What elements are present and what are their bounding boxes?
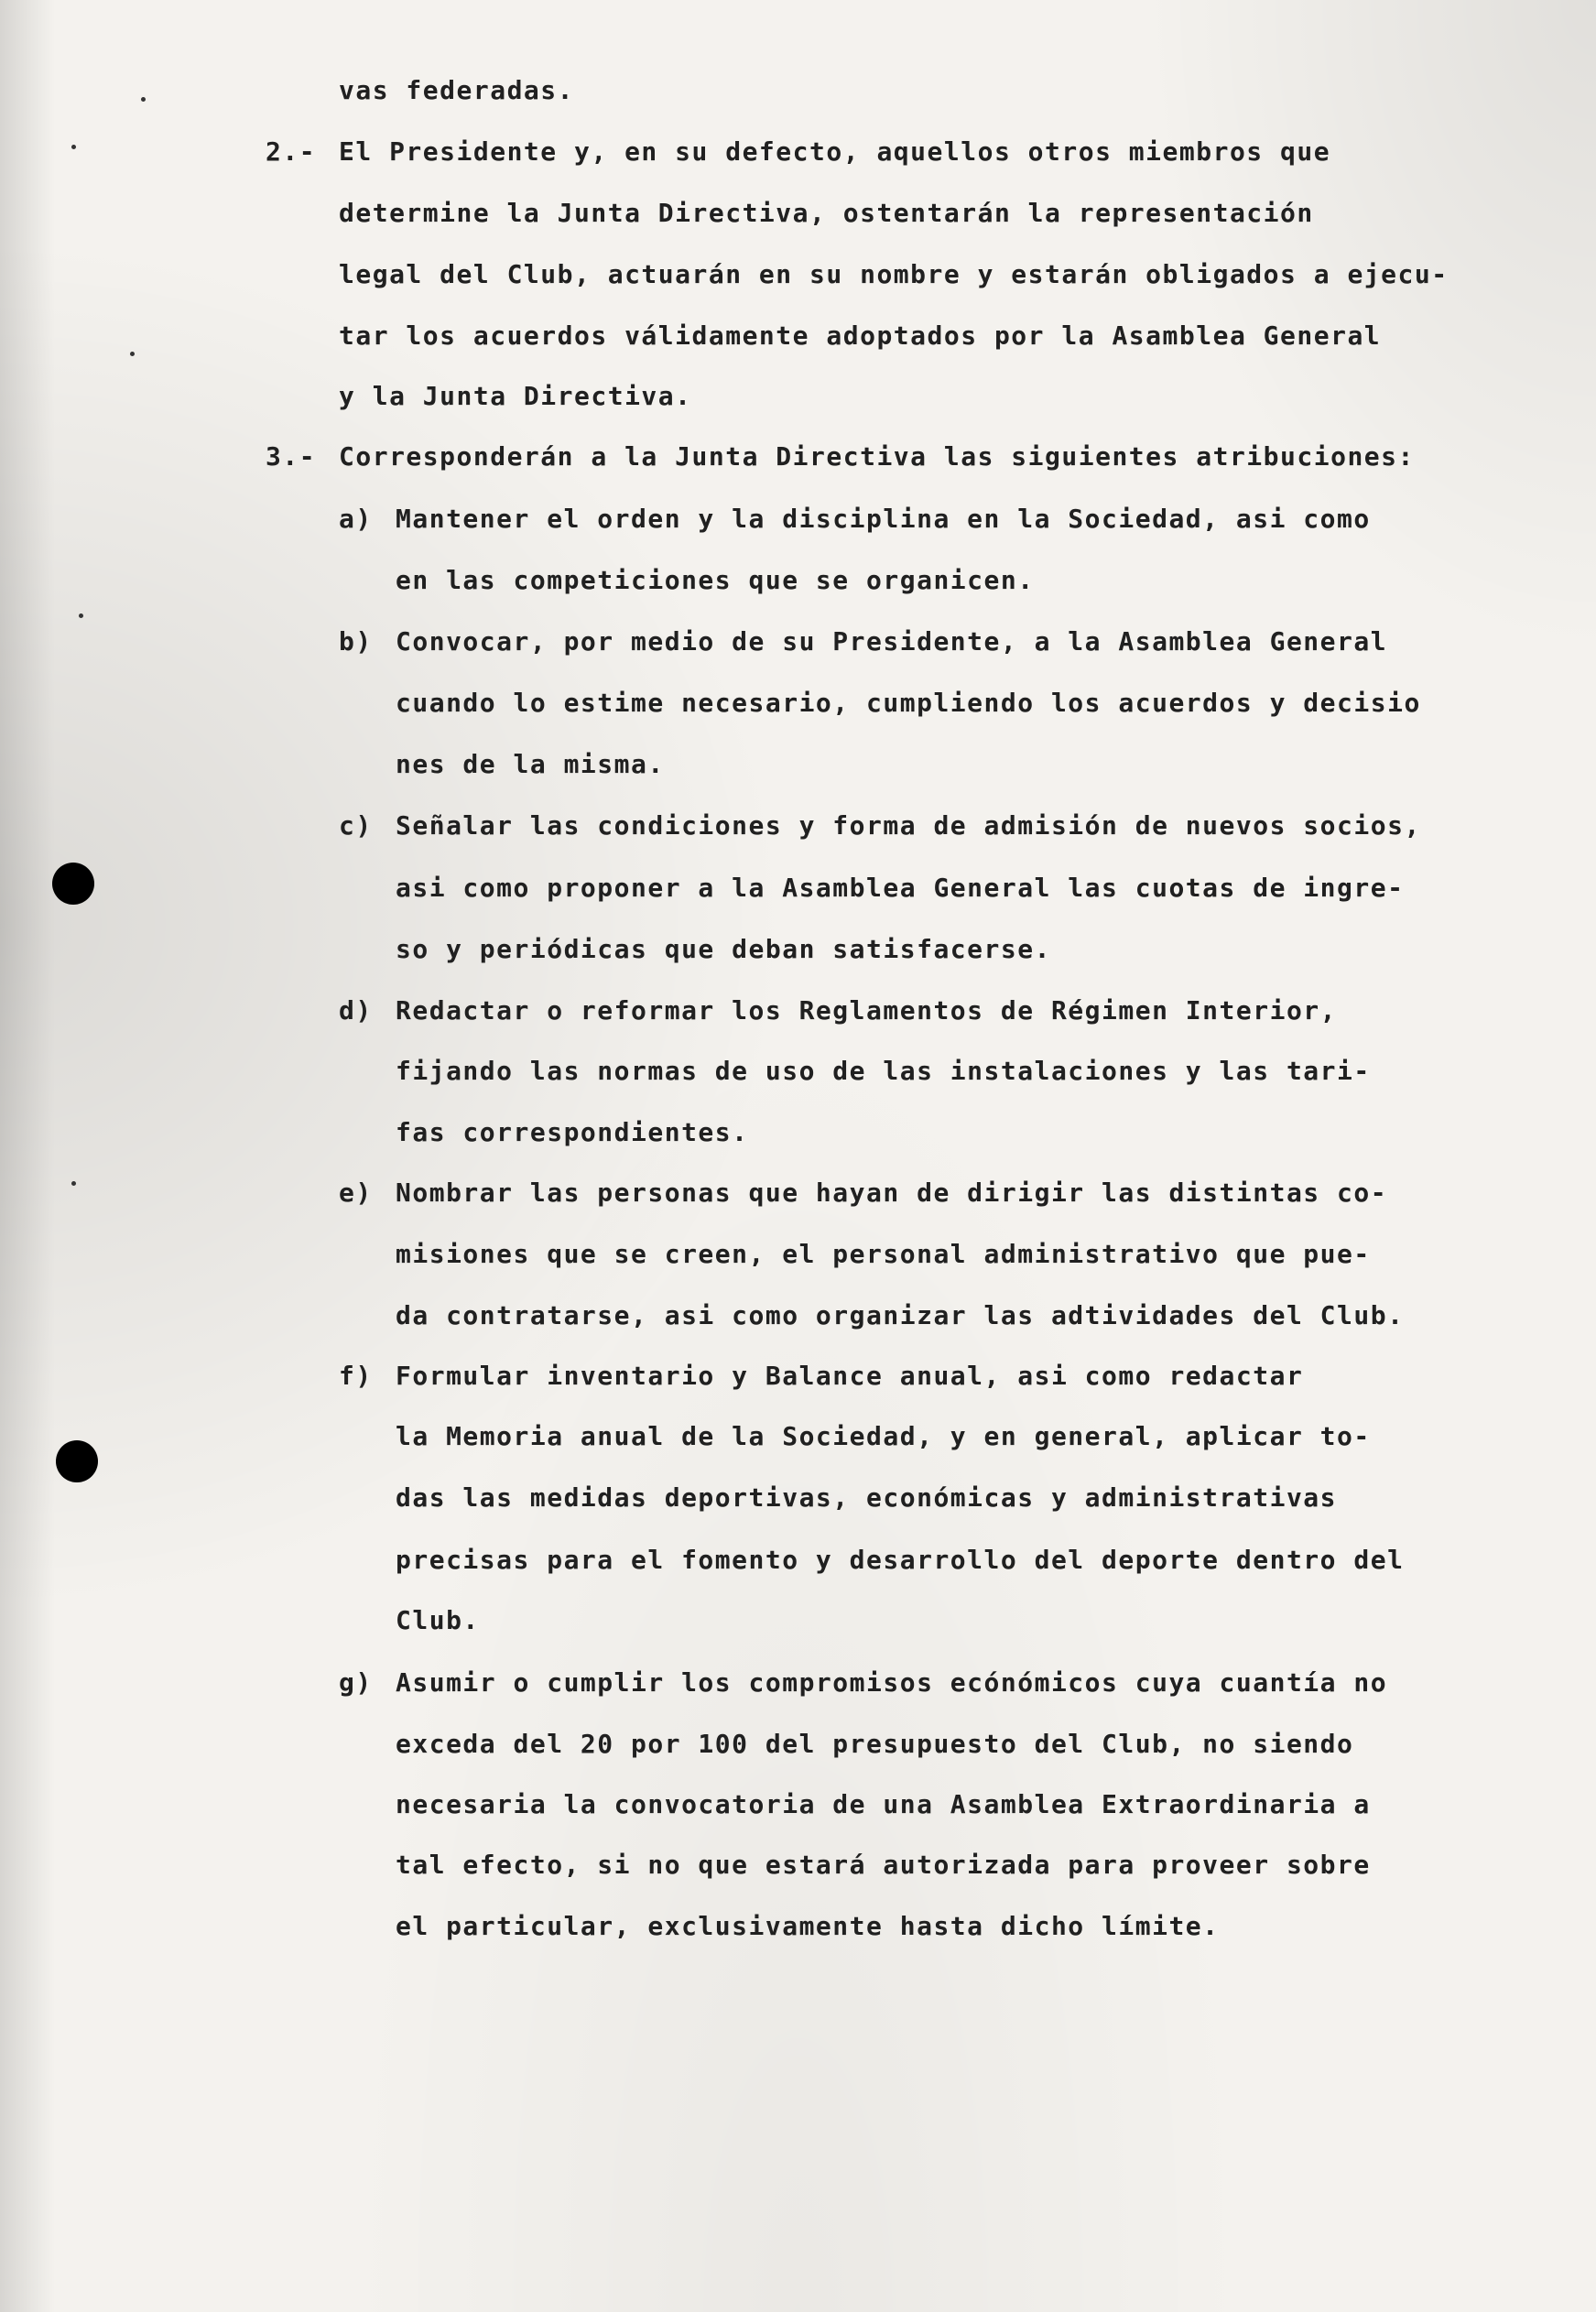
text-line xyxy=(339,1178,1388,1209)
text-line xyxy=(396,1850,1371,1881)
line-text: das las medidas deportivas, económicas y administrativas xyxy=(396,1482,1338,1513)
line-text: tar los acuerdos válidamente adoptados por la Asamblea General xyxy=(339,320,1382,351)
line-text: Mantener el orden y la disciplina en la Sociedad, asi como xyxy=(396,504,1371,534)
item-letter: e) xyxy=(339,1178,373,1208)
text-line xyxy=(396,1300,1404,1331)
line-text: misiones que se creen, el personal administrativo que pue- xyxy=(396,1239,1371,1269)
text-line xyxy=(266,441,1415,472)
text-line xyxy=(396,1789,1371,1820)
page-shadow-edge xyxy=(0,0,55,2312)
line-text: Redactar o reformar los Reglamentos de Régimen Interior, xyxy=(396,995,1338,1026)
text-line xyxy=(339,198,1314,229)
line-text: da contratarse, asi como organizar las adtividades del Club. xyxy=(396,1300,1405,1330)
line-text: legal del Club, actuarán en su nombre y estarán obligados a ejecu- xyxy=(339,259,1449,289)
text-line xyxy=(396,1482,1337,1514)
speck xyxy=(79,613,83,618)
speck xyxy=(130,352,135,356)
line-text: el particular, exclusivamente hasta dicho límite. xyxy=(396,1911,1220,1941)
item-letter: a) xyxy=(339,504,373,534)
line-text: El Presidente y, en su defecto, aquellos otros miembros que xyxy=(339,136,1331,167)
line-text: determine la Junta Directiva, ostentarán la representación xyxy=(339,198,1314,228)
text-line xyxy=(396,873,1404,904)
line-text: asi como proponer a la Asamblea General las cuotas de ingre- xyxy=(396,873,1405,903)
text-line xyxy=(396,688,1421,719)
line-text: la Memoria anual de la Sociedad, y en general, aplicar to- xyxy=(396,1421,1371,1451)
item-letter: c) xyxy=(339,810,373,841)
line-text: necesaria la convocatoria de una Asamblea Extraordinaria a xyxy=(396,1789,1371,1819)
line-text: tal efecto, si no que estará autorizada para proveer sobre xyxy=(396,1850,1371,1880)
line-text: y la Junta Directiva. xyxy=(339,381,692,411)
line-text: Convocar, por medio de su Presidente, a la Asamblea General xyxy=(396,626,1388,657)
text-line xyxy=(396,1911,1220,1942)
text-line xyxy=(396,1117,749,1148)
speck xyxy=(141,97,146,102)
line-text: Asumir o cumplir los compromisos ecónómicos cuya cuantía no xyxy=(396,1667,1388,1698)
line-text: fas correspondientes. xyxy=(396,1117,749,1147)
text-line xyxy=(396,1605,480,1636)
line-text: Nombrar las personas que hayan de dirigir las distintas co- xyxy=(396,1178,1388,1208)
item-letter: f) xyxy=(339,1361,373,1391)
text-line xyxy=(339,995,1338,1026)
text-line xyxy=(339,259,1449,290)
item-letter: g) xyxy=(339,1667,373,1698)
text-line xyxy=(339,1667,1388,1699)
text-line xyxy=(339,320,1381,352)
clause-number: 3.- xyxy=(266,441,317,472)
line-text: vas federadas. xyxy=(339,75,575,105)
punch-hole-top xyxy=(52,863,94,905)
text-line xyxy=(396,934,1051,965)
line-text: precisas para el fomento y desarrollo del deporte dentro del xyxy=(396,1545,1405,1575)
text-line xyxy=(339,810,1421,841)
text-line xyxy=(396,1056,1371,1087)
line-text: Corresponderán a la Junta Directiva las siguientes atribuciones: xyxy=(339,441,1415,472)
line-text: nes de la misma. xyxy=(396,749,665,779)
punch-hole-bottom xyxy=(56,1440,98,1482)
text-line xyxy=(396,1239,1371,1270)
text-line xyxy=(339,75,574,106)
line-text: Señalar las condiciones y forma de admisión de nuevos socios, xyxy=(396,810,1421,841)
text-line xyxy=(339,381,692,412)
line-text: exceda del 20 por 100 del presupuesto del Club, no siendo xyxy=(396,1729,1354,1759)
line-text: so y periódicas que deban satisfacerse. xyxy=(396,934,1051,964)
item-letter: d) xyxy=(339,995,373,1026)
line-text: cuando lo estime necesario, cumpliendo los acuerdos y decisio xyxy=(396,688,1421,718)
item-letter: b) xyxy=(339,626,373,657)
text-line xyxy=(396,565,1035,596)
text-line xyxy=(339,1361,1304,1392)
text-line xyxy=(396,1545,1404,1576)
clause-number: 2.- xyxy=(266,136,317,167)
line-text: fijando las normas de uso de las instalaciones y las tari- xyxy=(396,1056,1371,1086)
text-line xyxy=(339,626,1388,657)
text-line xyxy=(339,504,1371,535)
text-line xyxy=(266,136,1331,168)
text-line xyxy=(396,1421,1371,1452)
line-text: en las competiciones que se organicen. xyxy=(396,565,1035,595)
speck xyxy=(71,145,76,149)
line-text: Formular inventario y Balance anual, asi como redactar xyxy=(396,1361,1304,1391)
speck xyxy=(71,1181,76,1186)
text-line xyxy=(396,749,665,780)
line-text: Club. xyxy=(396,1605,480,1635)
text-line xyxy=(396,1729,1353,1760)
